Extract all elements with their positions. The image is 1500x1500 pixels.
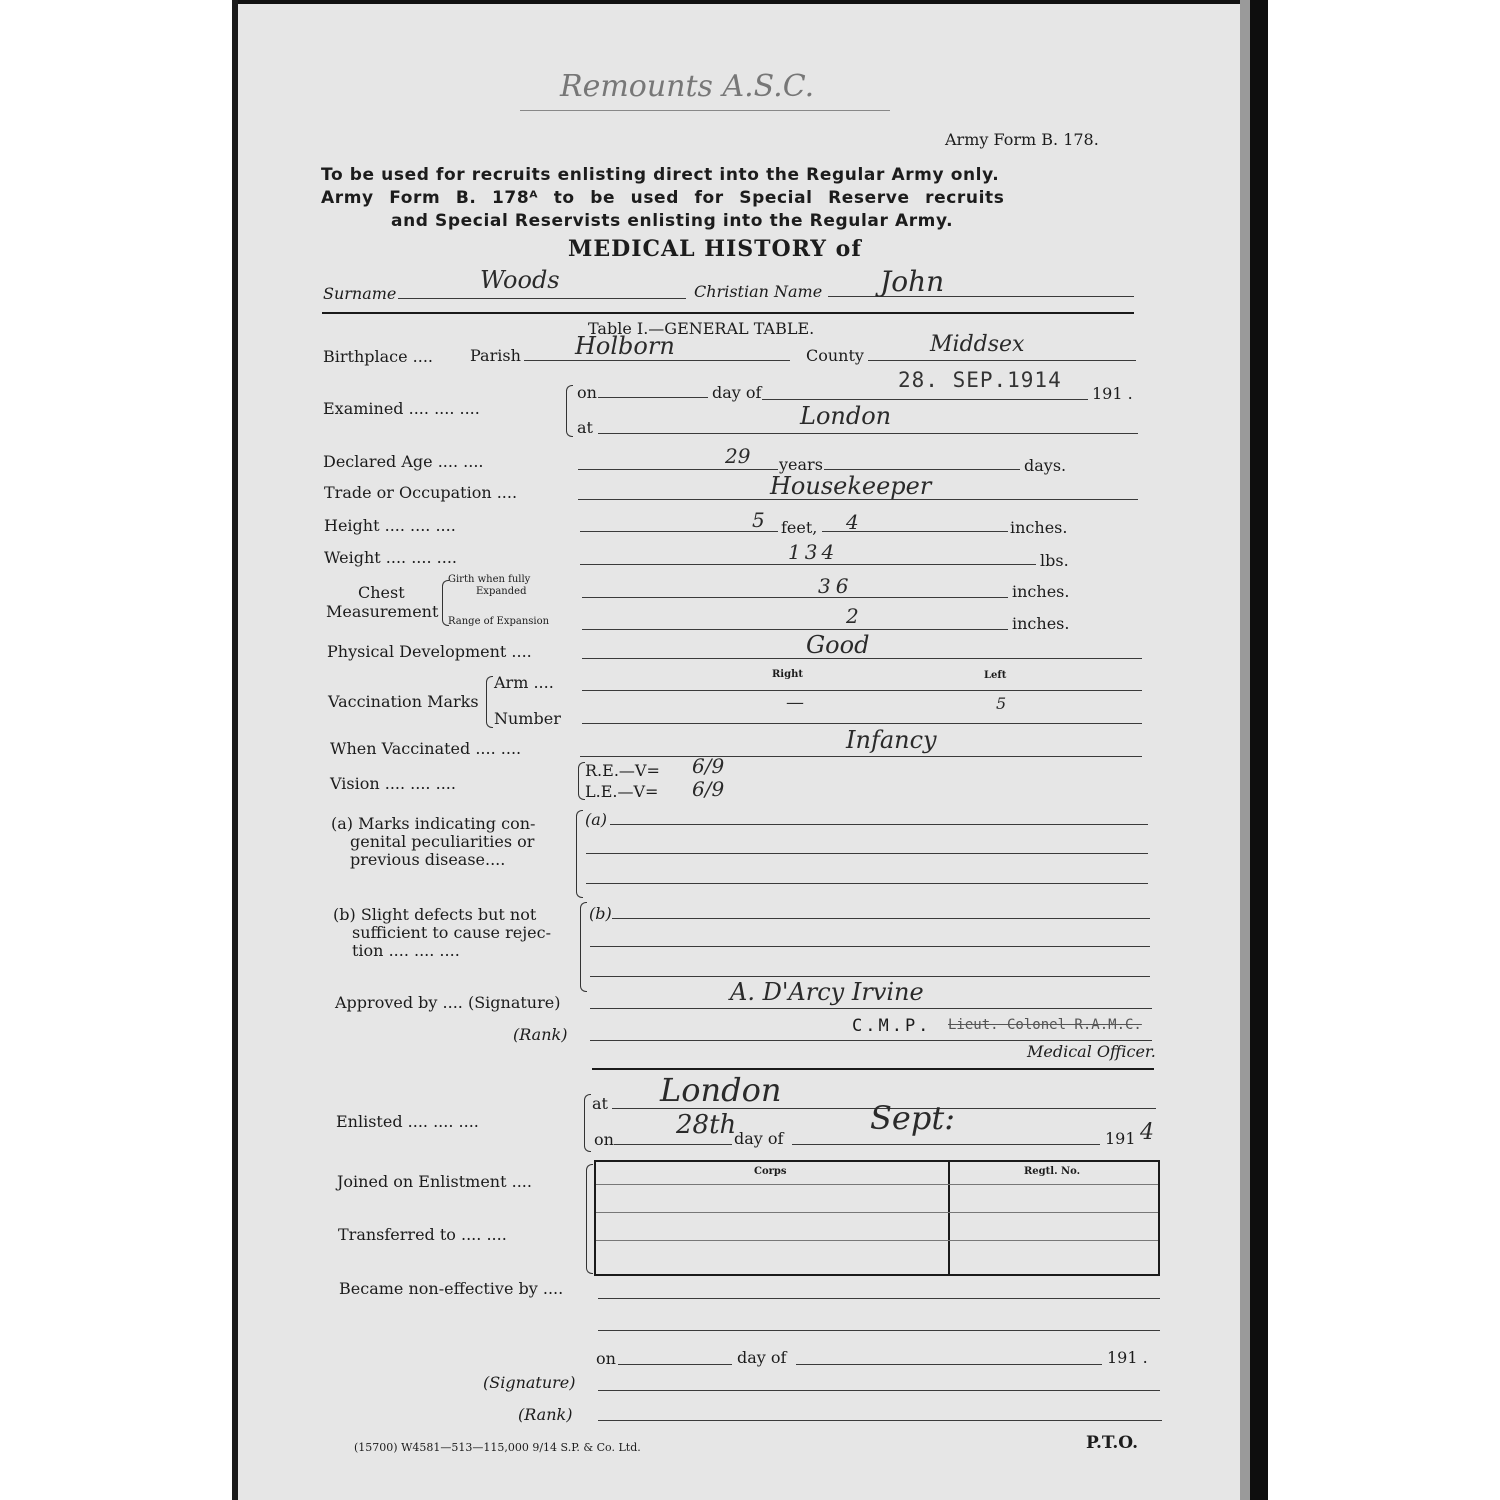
examined-label: Examined .... .... ....	[323, 399, 480, 418]
surname-line	[398, 298, 686, 299]
approval-rank-printed: Lieut. Colonel R.A.M.C.	[948, 1017, 1142, 1033]
parish-value: Holborn	[575, 332, 675, 360]
marks-a-label-2: genital peculiarities or	[350, 832, 535, 851]
non-effective-signature-line	[598, 1390, 1160, 1391]
marks-b-tag: (b)	[589, 904, 612, 923]
birthplace-label: Birthplace ....	[323, 347, 434, 366]
transferred-label: Transferred to .... ....	[338, 1225, 507, 1244]
corps-header: Corps	[754, 1166, 787, 1177]
examined-at-label: at	[577, 418, 593, 437]
scan-edge-right-shadow	[1240, 0, 1250, 1500]
non-effective-day-of-label: day of	[737, 1348, 787, 1367]
examined-brace	[566, 385, 573, 437]
vaccination-right-value: —	[786, 692, 804, 713]
non-effective-rank-label: (Rank)	[518, 1405, 573, 1424]
height-feet-value: 5	[752, 508, 765, 532]
non-effective-rank-line	[598, 1420, 1162, 1421]
marks-b-brace	[580, 902, 587, 992]
examined-at-line	[598, 433, 1138, 434]
vaccination-arm-line	[582, 690, 1142, 691]
parish-line	[524, 360, 790, 361]
approval-divider	[592, 1068, 1154, 1070]
range-value: 2	[846, 604, 859, 628]
vision-label: Vision .... .... ....	[330, 774, 456, 793]
declared-age-label: Declared Age .... ....	[323, 452, 484, 471]
age-days-label: days.	[1024, 456, 1067, 475]
age-years-line	[578, 469, 778, 470]
county-value: Middsex	[930, 332, 1025, 357]
range-line	[582, 629, 1008, 630]
weight-lbs-label: lbs.	[1040, 551, 1069, 570]
corps-row-line-3	[596, 1240, 1158, 1241]
measurement-label: Measurement	[326, 602, 439, 621]
county-line	[868, 360, 1136, 361]
christian-name-line	[828, 296, 1134, 297]
enlisted-month-value: Sept:	[870, 1099, 955, 1137]
physical-value: Good	[806, 631, 870, 659]
christian-name-label: Christian Name	[694, 282, 823, 301]
physical-development-label: Physical Development ....	[327, 642, 532, 661]
range-label: Range of Expansion	[448, 616, 550, 627]
non-effective-year-label: 191 .	[1107, 1348, 1148, 1367]
enlisted-at-label: at	[592, 1094, 608, 1113]
vaccination-left-label: Left	[984, 670, 1007, 681]
marks-a-tag: (a)	[585, 810, 608, 829]
vaccination-brace	[486, 676, 493, 728]
marks-a-label-3: previous disease....	[350, 850, 506, 869]
examined-at-value: London	[800, 402, 892, 430]
enlisted-brace	[584, 1094, 591, 1152]
vision-re-label: R.E.—V=	[585, 761, 660, 780]
regtl-no-header: Regtl. No.	[1024, 1166, 1081, 1177]
parish-label: Parish	[470, 346, 521, 365]
vision-le-label: L.E.—V=	[585, 782, 659, 801]
remounts-annotation: Remounts A.S.C.	[560, 69, 815, 104]
examined-on-line	[598, 397, 708, 398]
non-effective-on-label: on	[596, 1349, 616, 1368]
header-line-1: To be used for recruits enlisting direct into the Regular Army only.	[321, 165, 1000, 185]
weight-line	[580, 564, 1036, 565]
non-effective-signature-label: (Signature)	[483, 1373, 576, 1392]
girth-label-1: Girth when fully	[448, 574, 531, 585]
height-feet-label: feet,	[781, 518, 818, 537]
when-vaccinated-line	[580, 756, 1142, 757]
vision-brace	[578, 762, 585, 800]
vaccination-number-label: Number	[494, 709, 561, 728]
enlisted-year-value: 4	[1140, 1120, 1154, 1145]
chest-label: Chest	[358, 583, 405, 602]
non-effective-label: Became non-effective by ....	[339, 1279, 564, 1298]
annotation-underline	[520, 110, 890, 111]
vaccination-number-line	[582, 723, 1142, 724]
marks-a-line-3	[586, 883, 1148, 884]
medical-officer-label: Medical Officer.	[1027, 1042, 1156, 1061]
enlisted-day-value: 28th	[676, 1110, 737, 1140]
when-vaccinated-value: Infancy	[846, 726, 937, 754]
girth-value: 36	[818, 574, 854, 598]
scan-edge-left	[232, 0, 238, 1500]
approval-rank-value: C.M.P.	[852, 1016, 932, 1036]
names-divider	[322, 312, 1134, 314]
surname-label: Surname	[323, 284, 397, 303]
marks-b-line-3	[590, 976, 1150, 977]
non-effective-line-1	[598, 1298, 1160, 1299]
enlisted-month-line	[792, 1144, 1100, 1145]
girth-line	[582, 597, 1008, 598]
girth-label-2: Expanded	[476, 586, 527, 597]
marks-a-line-1	[610, 824, 1148, 825]
header-line-3: and Special Reservists enlisting into the Regular Army.	[391, 211, 954, 231]
approved-signature: A. D'Arcy Irvine	[730, 978, 924, 1006]
height-feet-line	[580, 531, 778, 532]
enlisted-year-label: 191	[1105, 1129, 1136, 1148]
marks-b-line-1	[612, 918, 1150, 919]
date-stamp: 28. SEP.1914	[898, 368, 1062, 392]
christian-name-value: John	[880, 265, 945, 298]
vaccination-marks-label: Vaccination Marks	[328, 692, 479, 711]
trade-value: Housekeeper	[770, 472, 932, 500]
table-title: Table I.—GENERAL TABLE.	[588, 319, 815, 338]
joined-label: Joined on Enlistment ....	[337, 1172, 532, 1191]
examined-on-label: on	[577, 383, 597, 402]
age-days-line	[824, 469, 1020, 470]
examined-day-line	[762, 399, 1088, 400]
corps-table	[594, 1160, 1160, 1276]
document-title: MEDICAL HISTORY of	[568, 236, 862, 262]
vaccination-right-label: Right	[772, 669, 803, 680]
vision-le-value: 6/9	[692, 777, 725, 801]
approved-signature-line	[590, 1008, 1152, 1009]
vision-re-value: 6/9	[692, 754, 725, 778]
weight-label: Weight .... .... ....	[324, 548, 457, 567]
age-years-value: 29	[725, 444, 751, 468]
enlisted-on-line	[614, 1144, 732, 1145]
marks-b-label-1: (b) Slight defects but not	[333, 905, 537, 924]
marks-b-label-2: sufficient to cause rejec-	[352, 923, 551, 942]
joined-brace	[586, 1164, 593, 1274]
county-label: County	[806, 346, 864, 365]
height-inches-value: 4	[846, 510, 859, 534]
marks-b-label-3: tion .... .... ....	[352, 941, 460, 960]
enlisted-day-of-label: day of	[734, 1129, 784, 1148]
surname-value: Woods	[480, 266, 560, 294]
non-effective-day-line	[796, 1364, 1102, 1365]
print-reference: (15700) W4581—513—115,000 9/14 S.P. & Co. Ltd.	[354, 1441, 641, 1454]
marks-a-brace	[576, 810, 583, 898]
when-vaccinated-label: When Vaccinated .... ....	[330, 739, 522, 758]
corps-row-line-1	[596, 1184, 1158, 1185]
examined-year-label: 191 .	[1092, 384, 1133, 403]
non-effective-on-line	[618, 1364, 732, 1365]
marks-b-line-2	[590, 946, 1150, 947]
corps-column-divider	[948, 1162, 950, 1274]
scan-edge-right	[1250, 0, 1268, 1500]
approval-rank-label: (Rank)	[513, 1025, 568, 1044]
weight-value: 134	[788, 540, 839, 564]
marks-a-label-1: (a) Marks indicating con-	[331, 814, 536, 833]
enlisted-on-label: on	[594, 1130, 614, 1149]
non-effective-line-2	[598, 1330, 1160, 1331]
enlisted-at-value: London	[660, 1071, 782, 1109]
examined-day-of-label: day of	[712, 383, 762, 402]
corps-row-line-2	[596, 1212, 1158, 1213]
vaccination-arm-label: Arm ....	[494, 673, 554, 692]
vaccination-left-value: 5	[996, 694, 1007, 713]
enlisted-label: Enlisted .... .... ....	[336, 1112, 479, 1131]
age-years-label: years	[779, 455, 823, 474]
pto-label: P.T.O.	[1086, 1433, 1138, 1453]
form-number: Army Form B. 178.	[945, 130, 1099, 149]
approved-by-label: Approved by .... (Signature)	[335, 993, 561, 1012]
header-line-2: Army Form B. 178ᴬ to be used for Special Reserve recruits	[321, 188, 1005, 208]
height-inches-label: inches.	[1010, 518, 1068, 537]
trade-label: Trade or Occupation ....	[324, 483, 518, 502]
scan-edge-top	[232, 0, 1268, 4]
approval-rank-line	[590, 1040, 1152, 1041]
range-unit: inches.	[1012, 614, 1070, 633]
height-label: Height .... .... ....	[324, 516, 456, 535]
girth-unit: inches.	[1012, 582, 1070, 601]
marks-a-line-2	[586, 853, 1148, 854]
